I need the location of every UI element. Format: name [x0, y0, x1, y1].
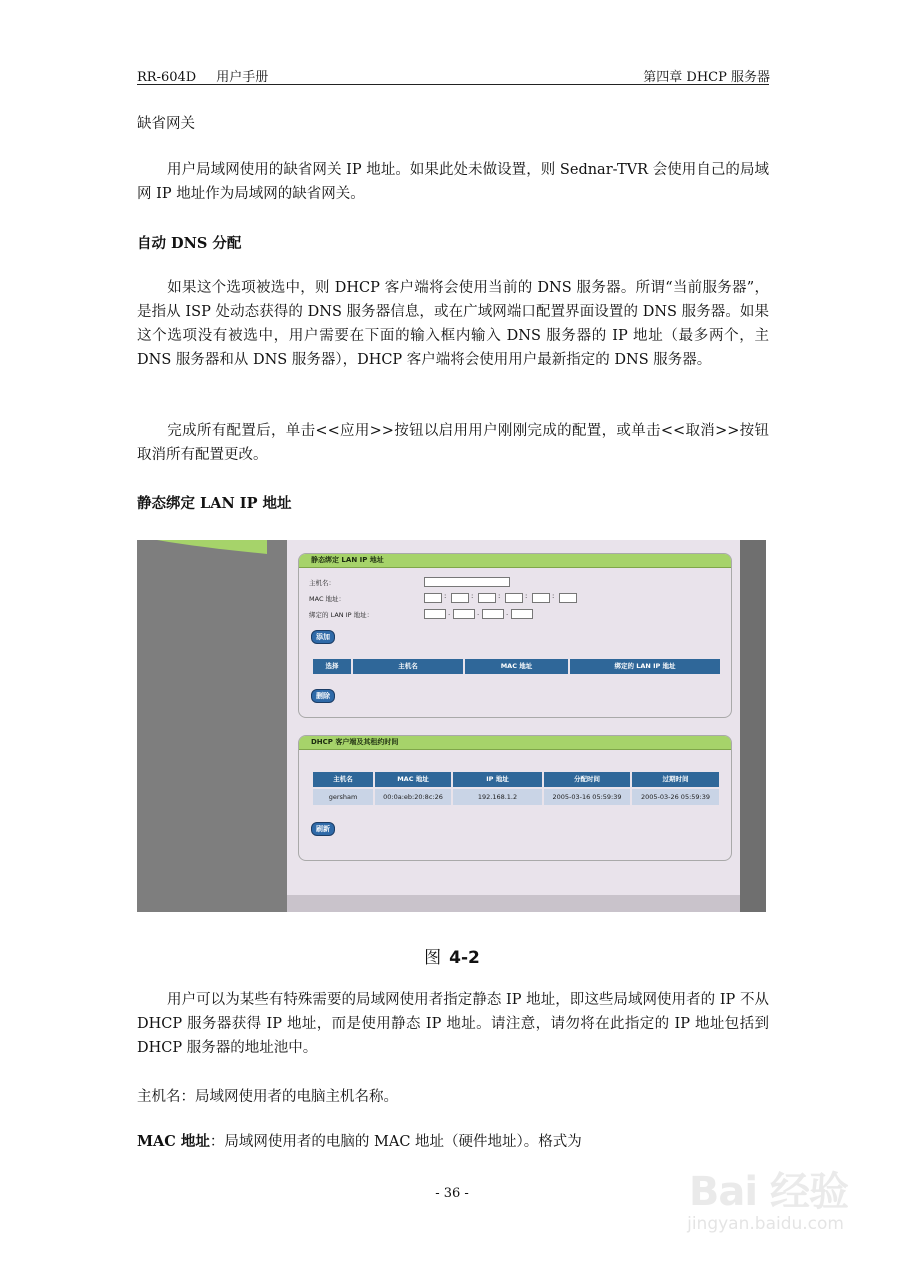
- green-swoosh-decoration: [157, 540, 267, 554]
- lease-panel-title: DHCP 客户端及其租约时间: [299, 736, 731, 750]
- mac-term: MAC 地址: [137, 1133, 210, 1150]
- manual-label: 用户手册: [216, 70, 269, 85]
- static-panel-title: 静态绑定 LAN IP 地址: [299, 554, 731, 568]
- apply-paragraph: 完成所有配置后，单击<<应用>>按钮以启用用户刚刚完成的配置，或单击<<取消>>按钮取消所有配置更改。: [137, 423, 769, 463]
- mac-octet-3[interactable]: [478, 593, 496, 603]
- refresh-button[interactable]: 刷新: [311, 822, 335, 836]
- model-name: RR-604D: [137, 70, 197, 85]
- header-rule: [137, 84, 769, 85]
- mac-octet-6[interactable]: [559, 593, 577, 603]
- mac-label: MAC 地址：: [309, 595, 346, 603]
- watermark-url: jingyan.baidu.com: [687, 1214, 844, 1234]
- hostname-label: 主机名：: [309, 579, 335, 587]
- delete-button[interactable]: 删除: [311, 689, 335, 703]
- ip-octet-2[interactable]: [453, 609, 475, 619]
- lease-assigned: 2005-03-16 05:59:39: [544, 789, 632, 805]
- mac-octet-2[interactable]: [451, 593, 469, 603]
- dhcp-lease-panel: [298, 735, 732, 861]
- bound-ip-label: 绑定的 LAN IP 地址：: [309, 611, 374, 619]
- mac-octet-4[interactable]: [505, 593, 523, 603]
- mac-octet-1[interactable]: [424, 593, 442, 603]
- lease-mac: 00:0a:eb:20:8c:26: [375, 789, 453, 805]
- ip-octet-1[interactable]: [424, 609, 446, 619]
- page-header-left: [137, 66, 268, 85]
- chapter-title: 第四章 DHCP 服务器: [643, 70, 770, 85]
- baidu-watermark: [648, 1152, 848, 1252]
- nav-strip: [137, 540, 287, 912]
- hostname-definition: 主机名：局域网使用者的电脑主机名称。: [137, 1089, 398, 1105]
- page-number: - 36 -: [435, 1186, 469, 1201]
- col-mac: MAC 地址: [465, 659, 570, 674]
- col-select: 选择: [313, 659, 353, 674]
- gateway-heading: 缺省网关: [137, 116, 195, 132]
- table-row: [313, 789, 721, 805]
- static-paragraph: 用户可以为某些有特殊需要的局域网使用者指定静态 IP 地址，即这些局域网使用者的 IP 不从 DHCP 服务器获得 IP 地址，而是使用静态 IP 地址。请注意，请勿将在此指定的 IP 地址包括到 DHCP 服务器的地址池中。: [137, 992, 769, 1056]
- ip-octet-4[interactable]: [511, 609, 533, 619]
- add-button[interactable]: 添加: [311, 630, 335, 644]
- ip-octet-3[interactable]: [482, 609, 504, 619]
- mac-octet-5[interactable]: [532, 593, 550, 603]
- lease-col-mac: MAC 地址: [375, 772, 453, 787]
- lease-col-hostname: 主机名: [313, 772, 375, 787]
- router-ui-screenshot: [137, 540, 766, 912]
- lease-ip: 192.168.1.2: [453, 789, 544, 805]
- mac-definition: MAC 地址：局域网使用者的电脑的 MAC 地址（硬件地址）。格式为: [137, 1133, 582, 1150]
- static-binding-heading: 静态绑定 LAN IP 地址: [137, 495, 292, 512]
- gateway-paragraph: 用户局域网使用的缺省网关 IP 地址。如果此处未做设置，则 Sednar-TVR 会使用自己的局域网 IP 地址作为局域网的缺省网关。: [137, 162, 769, 202]
- right-strip: [740, 540, 766, 912]
- static-binding-panel: 静态绑定 LAN IP 地址 主机名： MAC 地址： : : : : : 绑定的 LAN IP 地址： . . . 添加 选择 主机名 MAC 地址 绑定的 LAN IP 地址 删除: [298, 553, 732, 718]
- lease-expires: 2005-03-26 05:59:39: [632, 789, 721, 805]
- dns-heading: 自动 DNS 分配: [137, 235, 242, 252]
- bottom-bar: [287, 895, 740, 912]
- watermark-brand: Bai 经验: [688, 1169, 848, 1215]
- static-table-header: [313, 659, 722, 674]
- col-hostname: 主机名: [353, 659, 465, 674]
- figure-caption: 图 4-2: [424, 948, 480, 968]
- hostname-input[interactable]: [424, 577, 510, 587]
- lease-col-expires: 过期时间: [632, 772, 721, 787]
- lease-hostname: gersham: [313, 789, 375, 805]
- dns-paragraph: 如果这个选项被选中，则 DHCP 客户端将会使用当前的 DNS 服务器。所谓“当前服务器”，是指从 ISP 处动态获得的 DNS 服务器信息，或在广域网端口配置界面设置的 DNS 服务器。如果这个选项没有被选中，用户需要在下面的输入框内输入 DNS 服务器的 IP 地址（最多两个，主 DNS 服务器和从 DNS 服务器），DHCP 客户端将会使用用户最新指定的 DNS 服务器。: [137, 280, 769, 368]
- lease-table-header: [313, 772, 721, 787]
- col-bound-ip: 绑定的 LAN IP 地址: [570, 659, 722, 674]
- lease-col-assigned: 分配时间: [544, 772, 632, 787]
- lease-col-ip: IP 地址: [453, 772, 544, 787]
